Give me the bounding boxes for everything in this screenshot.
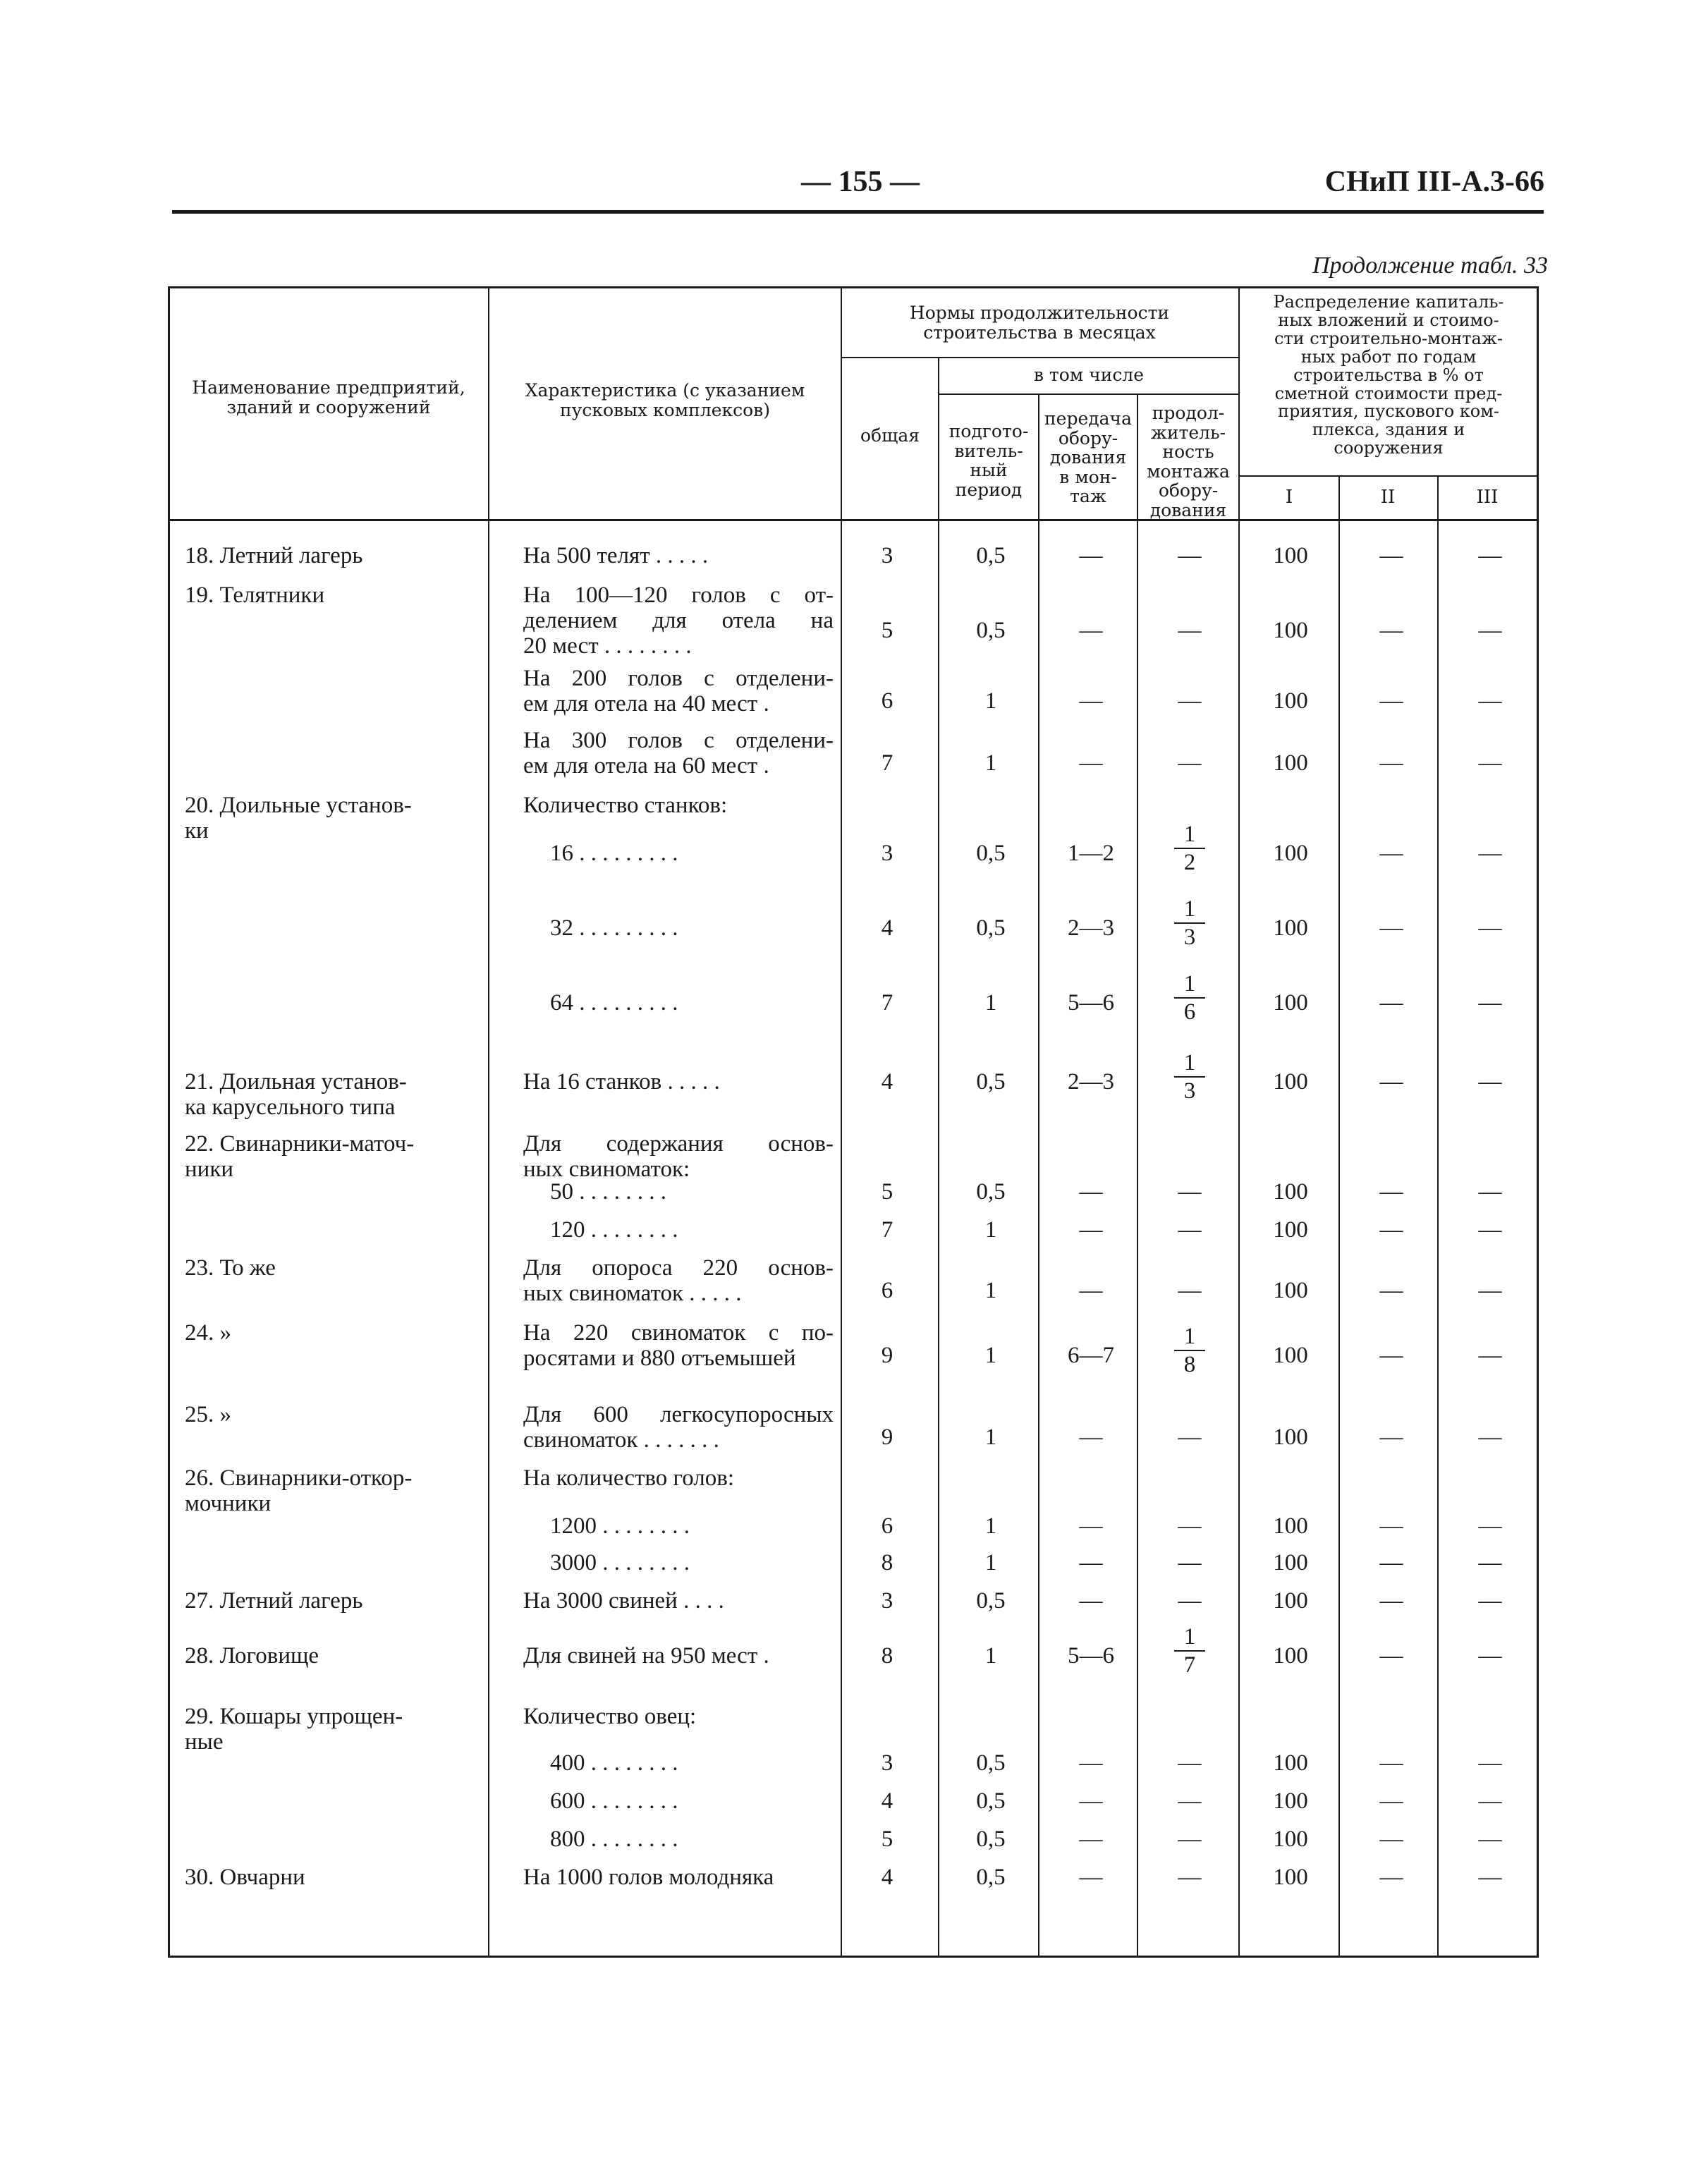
characteristic-line: На 220 свиноматок с по- [523, 1320, 834, 1346]
row-year-1-percent: 100 [1273, 1643, 1308, 1669]
row-characteristic [523, 728, 834, 779]
characteristic-line: 32 . . . . . . . . . [550, 915, 678, 941]
fraction-denominator: 3 [1183, 1078, 1196, 1104]
row-year-2-percent: — [1379, 1217, 1403, 1243]
row-general-duration: 4 [881, 915, 893, 941]
row-general-duration: 5 [881, 618, 893, 643]
row-year-1-percent: 100 [1273, 688, 1308, 714]
row-characteristic [523, 1465, 834, 1491]
row-year-1-percent: 100 [1273, 1550, 1308, 1575]
row-preparatory-period: 0,5 [976, 1069, 1006, 1094]
fraction-denominator: 8 [1183, 1352, 1196, 1377]
row-preparatory-period: 1 [984, 688, 997, 714]
col-divider-mount [1238, 286, 1240, 1958]
row-characteristic [523, 841, 834, 866]
row-characteristic [523, 1069, 834, 1094]
row-year-2-percent: — [1379, 543, 1403, 568]
row-mounting-duration: — [1178, 1179, 1202, 1205]
row-characteristic [523, 1826, 834, 1852]
row-name: 22. Свинарники-маточ- ники [185, 1131, 415, 1182]
row-general-duration: 9 [881, 1425, 893, 1450]
row-year-2-percent: — [1379, 1278, 1403, 1303]
row-equipment-transfer: 5—6 [1068, 990, 1114, 1016]
characteristic-line: 50 . . . . . . . . [550, 1179, 666, 1205]
row-preparatory-period: 0,5 [976, 1865, 1006, 1890]
row-equipment-transfer: — [1079, 1550, 1103, 1575]
header-including: в том числе [1033, 365, 1145, 385]
row-characteristic [523, 1588, 834, 1614]
row-characteristic [523, 1643, 834, 1669]
row-preparatory-period: 0,5 [976, 543, 1006, 568]
row-year-2-percent: — [1379, 1865, 1403, 1890]
row-year-2-percent: — [1379, 1550, 1403, 1575]
header-year-2: II [1380, 487, 1396, 508]
row-year-1-percent: 100 [1273, 1865, 1308, 1890]
characteristic-line: ных свиноматок . . . . . [523, 1281, 742, 1306]
row-year-1-percent: 100 [1273, 1217, 1308, 1243]
col-divider-year1 [1338, 477, 1340, 1958]
row-year-3-percent: — [1478, 543, 1502, 568]
row-characteristic [523, 1255, 834, 1306]
fraction-numerator: 1 [1174, 896, 1206, 924]
characteristic-line: На 200 голов с отделени- [523, 666, 834, 691]
row-year-3-percent: — [1478, 618, 1502, 643]
row-characteristic [523, 1550, 834, 1575]
row-year-2-percent: — [1379, 750, 1403, 776]
row-year-1-percent: 100 [1273, 750, 1308, 776]
row-name: 20. Доильные установ- ки [185, 793, 412, 843]
row-name: 19. Телятники [185, 583, 325, 608]
fraction-denominator: 6 [1183, 999, 1196, 1025]
row-year-3-percent: — [1478, 1069, 1502, 1094]
characteristic-line: ем для отела на 60 мест . [523, 753, 769, 779]
row-equipment-transfer: 2—3 [1068, 915, 1114, 941]
characteristic-line: 1200 . . . . . . . . [550, 1513, 690, 1539]
row-characteristic [523, 1179, 834, 1205]
header-equipment-transfer: передача обору- дования в мон- таж [1044, 408, 1132, 506]
row-year-1-percent: 100 [1273, 1588, 1308, 1614]
characteristic-line: 400 . . . . . . . . [550, 1750, 678, 1776]
row-mounting-duration: — [1178, 543, 1202, 568]
row-year-1-percent: 100 [1273, 1826, 1308, 1852]
row-general-duration: 3 [881, 1750, 893, 1776]
row-year-1-percent: 100 [1273, 990, 1308, 1016]
row-year-1-percent: 100 [1273, 1343, 1308, 1368]
row-preparatory-period: 1 [984, 1643, 997, 1669]
characteristic-line: Для 600 легкосупоросных [523, 1402, 834, 1427]
header-preparatory: подгото- витель- ный период [948, 421, 1029, 500]
fraction [1174, 970, 1206, 1025]
col-divider-char [841, 286, 842, 1958]
row-mounting-duration: — [1178, 1826, 1202, 1852]
row-characteristic [523, 1704, 834, 1729]
row-year-2-percent: — [1379, 1588, 1403, 1614]
row-year-3-percent: — [1478, 750, 1502, 776]
characteristic-line: ем для отела на 40 мест . [523, 691, 769, 716]
row-name: 27. Летний лагерь [185, 1588, 363, 1614]
row-year-3-percent: — [1478, 1217, 1502, 1243]
row-equipment-transfer: 1—2 [1068, 841, 1114, 866]
row-characteristic [523, 583, 834, 659]
row-year-2-percent: — [1379, 1513, 1403, 1539]
row-equipment-transfer: — [1079, 688, 1103, 714]
row-mounting-duration [1144, 896, 1236, 951]
characteristic-line: 20 мест . . . . . . . . [523, 633, 692, 659]
row-equipment-transfer: — [1079, 1865, 1103, 1890]
row-name: 29. Кошары упрощен- ные [185, 1704, 403, 1755]
row-preparatory-period: 1 [984, 1425, 997, 1450]
row-characteristic [523, 915, 834, 941]
row-year-3-percent: — [1478, 1788, 1502, 1814]
row-general-duration: 4 [881, 1865, 893, 1890]
row-mounting-duration [1144, 970, 1236, 1025]
table-right-border [1537, 286, 1539, 1958]
row-preparatory-period: 1 [984, 1278, 997, 1303]
row-year-3-percent: — [1478, 841, 1502, 866]
row-mounting-duration: — [1178, 1278, 1202, 1303]
row-year-2-percent: — [1379, 618, 1403, 643]
row-year-3-percent: — [1478, 1588, 1502, 1614]
row-mounting-duration: — [1178, 1865, 1202, 1890]
characteristic-line: Для свиней на 950 мест . [523, 1643, 769, 1669]
fraction [1174, 1623, 1206, 1678]
document-code: СНиП III-А.3-66 [1324, 166, 1544, 198]
characteristic-line: Количество овец: [523, 1704, 697, 1729]
row-preparatory-period: 1 [984, 1513, 997, 1539]
row-general-duration: 6 [881, 688, 893, 714]
row-year-1-percent: 100 [1273, 1069, 1308, 1094]
header-rule [172, 210, 1544, 214]
row-characteristic [523, 990, 834, 1016]
row-general-duration: 6 [881, 1513, 893, 1539]
row-year-1-percent: 100 [1273, 543, 1308, 568]
row-general-duration: 7 [881, 990, 893, 1016]
row-equipment-transfer: — [1079, 618, 1103, 643]
characteristic-line: На 500 телят . . . . . [523, 543, 709, 568]
header-duration-group: Нормы продолжительности строительства в месяцах [909, 303, 1170, 343]
row-general-duration: 6 [881, 1278, 893, 1303]
characteristic-line: На 3000 свиней . . . . [523, 1588, 724, 1614]
row-equipment-transfer: — [1079, 1788, 1103, 1814]
row-mounting-duration: — [1178, 1217, 1202, 1243]
characteristic-line: 600 . . . . . . . . [550, 1788, 678, 1814]
row-year-2-percent: — [1379, 1826, 1403, 1852]
table-bottom-border [168, 1956, 1539, 1958]
row-year-1-percent: 100 [1273, 1278, 1308, 1303]
row-year-3-percent: — [1478, 1179, 1502, 1205]
row-preparatory-period: 1 [984, 750, 997, 776]
row-equipment-transfer: — [1079, 1588, 1103, 1614]
row-mounting-duration: — [1178, 750, 1202, 776]
row-equipment-transfer: 6—7 [1068, 1343, 1114, 1368]
row-year-1-percent: 100 [1273, 841, 1308, 866]
row-characteristic [523, 1865, 834, 1890]
row-mounting-duration: — [1178, 1750, 1202, 1776]
row-characteristic [523, 793, 834, 818]
row-mounting-duration [1144, 1049, 1236, 1104]
row-name: 25. » [185, 1402, 231, 1427]
row-name: 26. Свинарники-откор- мочники [185, 1465, 413, 1516]
row-general-duration: 3 [881, 1588, 893, 1614]
row-characteristic [523, 1402, 834, 1453]
row-equipment-transfer: — [1079, 1513, 1103, 1539]
fraction-numerator: 1 [1174, 1323, 1206, 1351]
row-general-duration: 3 [881, 543, 893, 568]
row-year-1-percent: 100 [1273, 1513, 1308, 1539]
characteristic-line: 16 . . . . . . . . . [550, 841, 678, 866]
fraction-denominator: 2 [1183, 850, 1196, 875]
row-equipment-transfer: — [1079, 1278, 1103, 1303]
row-year-3-percent: — [1478, 1643, 1502, 1669]
characteristic-line: 120 . . . . . . . . [550, 1217, 678, 1243]
row-preparatory-period: 1 [984, 1550, 997, 1575]
characteristic-line: Для содержания основ- [523, 1131, 834, 1157]
row-year-3-percent: — [1478, 1343, 1502, 1368]
characteristic-line: На 300 голов с отделени- [523, 728, 834, 753]
fraction-denominator: 3 [1183, 925, 1196, 950]
header-distribution: Распределение капиталь- ных вложений и стоимо- сти строительно-монтаж- ных работ по годам строительства в % от сметной стоимости пред- приятия, пускового ком- плекса, здания и сооружения [1273, 292, 1504, 458]
characteristic-line: На 16 станков . . . . . [523, 1069, 720, 1094]
col-divider-equip [1137, 395, 1138, 1958]
characteristic-line: росятами и 880 отъемышей [523, 1346, 796, 1371]
page-number: — 155 — [801, 166, 920, 198]
row-year-3-percent: — [1478, 688, 1502, 714]
row-preparatory-period: 0,5 [976, 1826, 1006, 1852]
fraction [1174, 821, 1206, 876]
row-general-duration: 5 [881, 1179, 893, 1205]
characteristic-line: свиноматок . . . . . . . [523, 1427, 719, 1453]
col-divider-name [488, 286, 489, 1958]
table-left-border [168, 286, 170, 1958]
fraction [1174, 1049, 1206, 1104]
row-year-3-percent: — [1478, 1826, 1502, 1852]
row-general-duration: 8 [881, 1643, 893, 1669]
table-top-border [168, 286, 1539, 288]
row-year-2-percent: — [1379, 1750, 1403, 1776]
characteristic-line: делением для отела на [523, 608, 834, 633]
row-year-3-percent: — [1478, 1550, 1502, 1575]
row-year-2-percent: — [1379, 841, 1403, 866]
row-year-2-percent: — [1379, 1069, 1403, 1094]
row-year-3-percent: — [1478, 915, 1502, 941]
row-characteristic [523, 1217, 834, 1243]
row-general-duration: 4 [881, 1069, 893, 1094]
distribution-rule [1238, 475, 1539, 477]
row-general-duration: 5 [881, 1826, 893, 1852]
duration-group-rule [841, 357, 1238, 358]
row-year-2-percent: — [1379, 1788, 1403, 1814]
row-name: 18. Летний лагерь [185, 543, 363, 568]
row-general-duration: 4 [881, 1788, 893, 1814]
header-year-3: III [1476, 487, 1499, 508]
row-year-2-percent: — [1379, 990, 1403, 1016]
row-year-2-percent: — [1379, 1179, 1403, 1205]
characteristic-line: ных свиноматок: [523, 1157, 690, 1182]
row-preparatory-period: 0,5 [976, 1588, 1006, 1614]
row-equipment-transfer: — [1079, 543, 1103, 568]
row-preparatory-period: 0,5 [976, 1179, 1006, 1205]
header-bottom-rule [168, 519, 1539, 521]
row-preparatory-period: 0,5 [976, 618, 1006, 643]
row-year-3-percent: — [1478, 1865, 1502, 1890]
fraction [1174, 1323, 1206, 1378]
row-year-1-percent: 100 [1273, 1750, 1308, 1776]
row-equipment-transfer: 5—6 [1068, 1643, 1114, 1669]
col-divider-prep [1038, 395, 1039, 1958]
row-characteristic [523, 1788, 834, 1814]
row-year-1-percent: 100 [1273, 1788, 1308, 1814]
row-preparatory-period: 0,5 [976, 1750, 1006, 1776]
characteristic-line: На 1000 голов молодняка [523, 1865, 774, 1890]
row-preparatory-period: 1 [984, 1217, 997, 1243]
row-name: 23. То же [185, 1255, 276, 1281]
row-name: 30. Овчарни [185, 1865, 305, 1890]
row-mounting-duration [1144, 1323, 1236, 1378]
row-mounting-duration [1144, 821, 1236, 876]
row-mounting-duration: — [1178, 1588, 1202, 1614]
row-equipment-transfer: — [1079, 1425, 1103, 1450]
row-characteristic [523, 1513, 834, 1539]
row-general-duration: 3 [881, 841, 893, 866]
row-general-duration: 7 [881, 1217, 893, 1243]
characteristic-line: На 100—120 голов с от- [523, 583, 834, 608]
row-general-duration: 8 [881, 1550, 893, 1575]
row-mounting-duration: — [1178, 1513, 1202, 1539]
row-year-3-percent: — [1478, 990, 1502, 1016]
fraction-denominator: 7 [1183, 1652, 1196, 1678]
row-mounting-duration: — [1178, 1550, 1202, 1575]
row-preparatory-period: 0,5 [976, 1788, 1006, 1814]
row-name: 21. Доильная установ- ка карусельного типа [185, 1069, 407, 1120]
row-preparatory-period: 1 [984, 990, 997, 1016]
row-year-3-percent: — [1478, 1278, 1502, 1303]
fraction [1174, 896, 1206, 951]
table-continuation-note: Продолжение табл. 33 [1312, 252, 1548, 279]
row-year-2-percent: — [1379, 1643, 1403, 1669]
characteristic-line: 64 . . . . . . . . . [550, 990, 678, 1016]
row-preparatory-period: 1 [984, 1343, 997, 1368]
row-equipment-transfer: — [1079, 1217, 1103, 1243]
fraction-numerator: 1 [1174, 970, 1206, 999]
row-equipment-transfer: — [1079, 1826, 1103, 1852]
row-general-duration: 7 [881, 750, 893, 776]
row-equipment-transfer: 2—3 [1068, 1069, 1114, 1094]
header-mounting-duration: продол- житель- ность монтажа обору- дования [1147, 403, 1230, 520]
row-year-2-percent: — [1379, 1343, 1403, 1368]
row-characteristic [523, 666, 834, 716]
row-mounting-duration: — [1178, 1425, 1202, 1450]
row-year-1-percent: 100 [1273, 1425, 1308, 1450]
row-equipment-transfer: — [1079, 1179, 1103, 1205]
row-characteristic [523, 543, 834, 568]
header-name: Наименование предприятий, зданий и сооружений [192, 377, 465, 417]
row-mounting-duration: — [1178, 688, 1202, 714]
row-year-3-percent: — [1478, 1750, 1502, 1776]
including-rule [938, 394, 1238, 395]
row-mounting-duration [1144, 1623, 1236, 1678]
row-year-3-percent: — [1478, 1425, 1502, 1450]
characteristic-line: Количество станков: [523, 793, 728, 818]
row-mounting-duration: — [1178, 618, 1202, 643]
row-year-1-percent: 100 [1273, 1179, 1308, 1205]
row-year-3-percent: — [1478, 1513, 1502, 1539]
row-characteristic [523, 1750, 834, 1776]
row-year-2-percent: — [1379, 915, 1403, 941]
fraction-numerator: 1 [1174, 1623, 1206, 1652]
characteristic-line: 3000 . . . . . . . . [550, 1550, 690, 1575]
fraction-numerator: 1 [1174, 1049, 1206, 1078]
row-characteristic [523, 1131, 834, 1182]
row-equipment-transfer: — [1079, 1750, 1103, 1776]
row-preparatory-period: 0,5 [976, 841, 1006, 866]
row-characteristic [523, 1320, 834, 1371]
characteristic-line: 800 . . . . . . . . [550, 1826, 678, 1852]
row-year-2-percent: — [1379, 688, 1403, 714]
row-year-1-percent: 100 [1273, 618, 1308, 643]
header-general: общая [860, 425, 920, 446]
fraction-numerator: 1 [1174, 821, 1206, 849]
col-divider-general [938, 358, 939, 1958]
characteristic-line: На количество голов: [523, 1465, 735, 1491]
header-characteristic: Характеристика (с указанием пусковых комплексов) [525, 380, 805, 420]
row-preparatory-period: 0,5 [976, 915, 1006, 941]
row-mounting-duration: — [1178, 1788, 1202, 1814]
row-general-duration: 9 [881, 1343, 893, 1368]
row-year-1-percent: 100 [1273, 915, 1308, 941]
characteristic-line: Для опороса 220 основ- [523, 1255, 834, 1281]
row-year-2-percent: — [1379, 1425, 1403, 1450]
row-equipment-transfer: — [1079, 750, 1103, 776]
row-name: 24. » [185, 1320, 231, 1346]
header-year-1: I [1285, 487, 1293, 508]
row-name: 28. Логовище [185, 1643, 319, 1669]
